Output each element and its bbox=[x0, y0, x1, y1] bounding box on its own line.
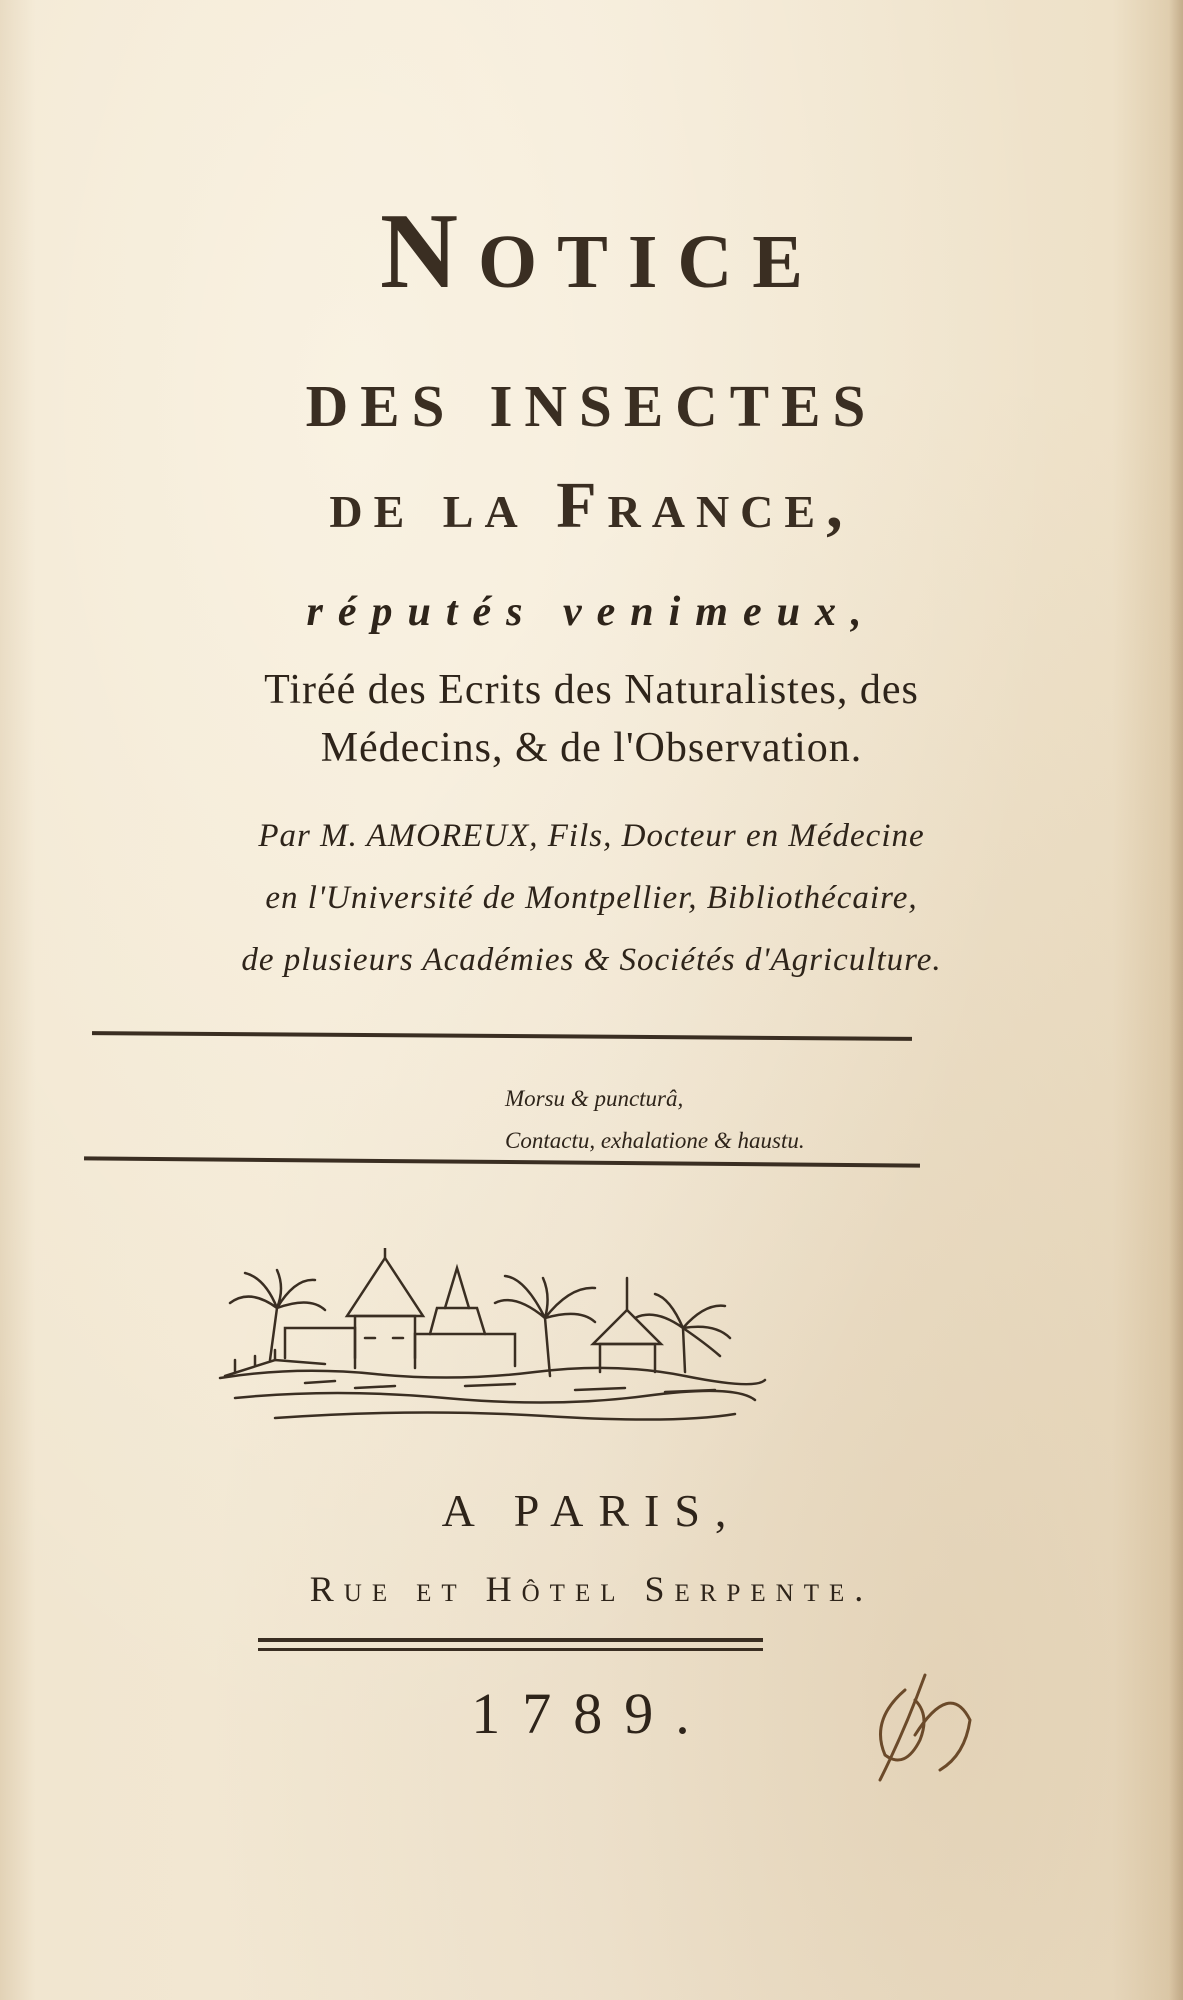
divider-rule-bottom bbox=[84, 1156, 920, 1167]
title-line-2: des insectes bbox=[305, 352, 878, 445]
double-rule-top bbox=[258, 1638, 763, 1642]
author-line-1: Par M. AMOREUX, Fils, Docteur en Médecine bbox=[258, 818, 925, 854]
title-line-3: de la France, bbox=[329, 469, 854, 542]
description-line-1: Tiréé des Ecrits des Naturalistes, des bbox=[264, 667, 919, 713]
woodcut-village-icon bbox=[215, 1248, 770, 1428]
epigraph-line-2: Contactu, exhalatione & haustu. bbox=[505, 1128, 805, 1153]
divider-rule-top bbox=[92, 1031, 912, 1041]
author-line-3: de plusieurs Académies & Sociétés d'Agriculture. bbox=[241, 942, 942, 978]
imprint-publisher: Rue et Hôtel Serpente. bbox=[309, 1569, 874, 1609]
imprint-year: 1789. bbox=[471, 1681, 712, 1746]
subtitle: réputés venimeux, bbox=[306, 589, 877, 635]
title-line-1: Notice bbox=[380, 192, 823, 311]
double-rule-bottom bbox=[258, 1648, 763, 1651]
description-line-2: Médecins, & de l'Observation. bbox=[320, 725, 863, 771]
author-line-2: en l'Université de Montpellier, Bibliothécaire, bbox=[265, 880, 918, 916]
epigraph-line-1: Morsu & puncturâ, bbox=[505, 1086, 684, 1111]
handwritten-signature bbox=[845, 1660, 995, 1810]
imprint-city: A PARIS, bbox=[441, 1485, 742, 1536]
